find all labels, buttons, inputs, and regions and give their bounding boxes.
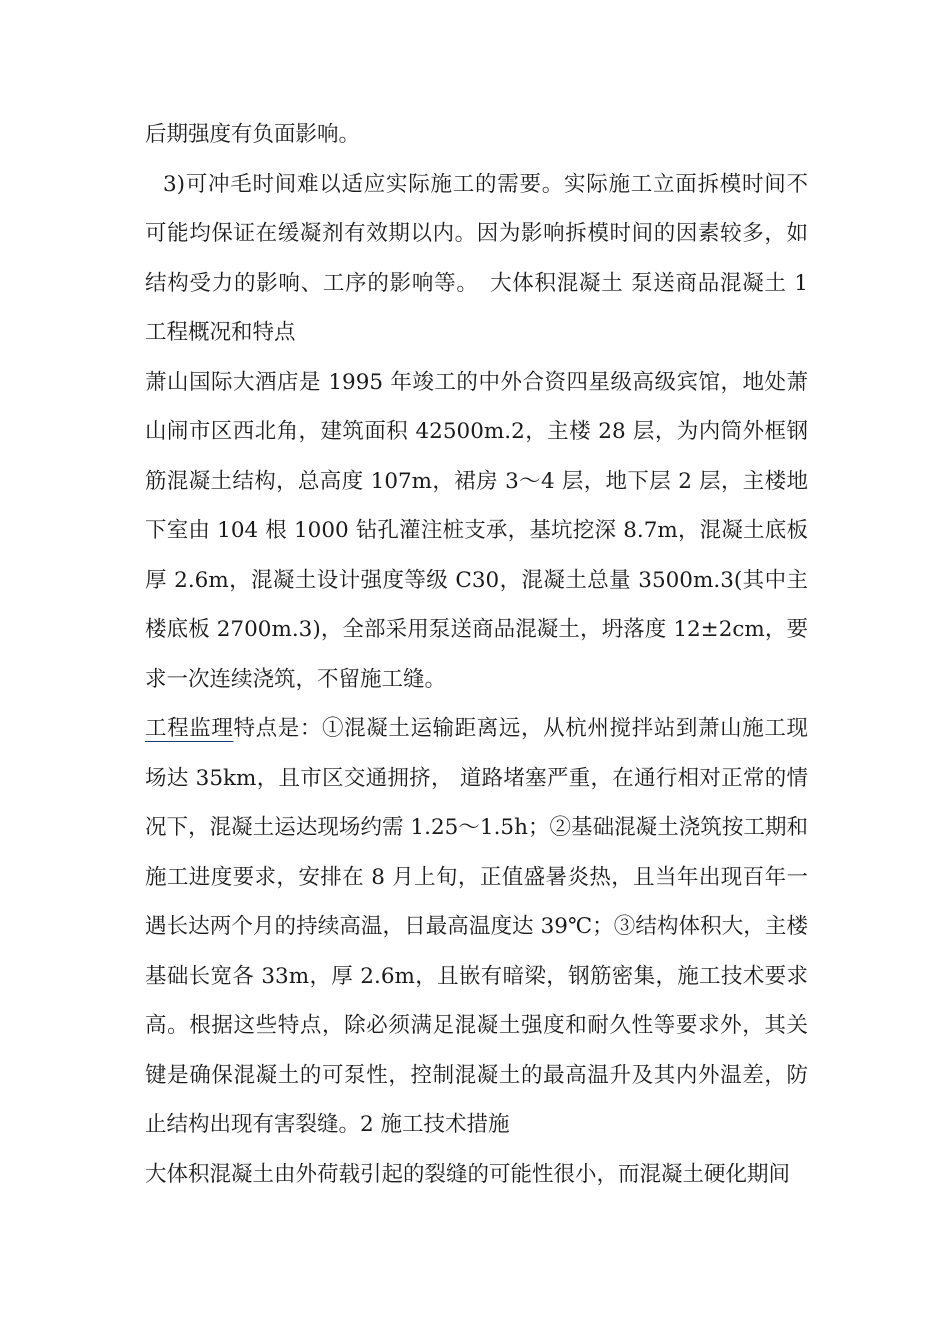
paragraph-3 bbox=[145, 358, 808, 705]
document-body bbox=[145, 110, 808, 1199]
paragraph-5-text: 大体积混凝土由外荷载引起的裂缝的可能性很小，而混凝土硬化期间 bbox=[145, 1161, 791, 1187]
paragraph-4-text: 特点是：①混凝土运输距离远，从杭州搅拌站到萧山施工现场达 35km，且市区交通拥挤， 道路堵塞严重，在通行相对正常的情况下，混凝土运达现场约需 1.25～1.5h；②基础混凝土浇筑按工期和施工进度要求，安排在 8 月上旬，正值盛暑炎热，且当年出现百年一遇长达两个月的持续高温，日最高温度达 39℃；③结构体积大，主楼基础长宽各 33m，厚 2.6m，且嵌有暗梁，钢筋密集，施工技术要求高。根据这些特点，除必须满足混凝土强度和耐久性等要求外，其关键是确保混凝土的可泵性，控制混凝土的最高温升及其内外温差，防止结构出现有害裂缝。2 施工技术措施 bbox=[145, 716, 808, 1137]
paragraph-2 bbox=[145, 160, 808, 358]
paragraph-4 bbox=[145, 704, 808, 1150]
paragraph-3-text: 萧山国际大酒店是 1995 年竣工的中外合资四星级高级宾馆，地处萧山闹市区西北角，建筑面积 42500m.2，主楼 28 层，为内筒外框钢筋混凝土结构，总高度 107m，裙房 3～4 层，地下层 2 层，主楼地下室由 104 根 1000 钻孔灌注桩支承，基坑挖深 8.7m，混凝土底板厚 2.6m，混凝土设计强度等级 C30，混凝土总量 3500m.3(其中主楼底板 2700m.3)，全部采用泵送商品混凝土，坍落度 12±2cm，要求一次连续浇筑，不留施工缝。 bbox=[145, 369, 808, 692]
paragraph-1-text: 后期强度有负面影响。 bbox=[145, 122, 361, 147]
paragraph-5 bbox=[145, 1150, 808, 1200]
engineering-supervision-link[interactable]: 工程监理 bbox=[145, 716, 234, 741]
paragraph-2-text: 3)可冲毛时间难以适应实际施工的需要。实际施工立面拆模时间不可能均保证在缓凝剂有效期以内。因为影响拆模时间的因素较多，如结构受力的影响、工序的影响等。 大体积混凝土 泵送商品混凝土 1 工程概况和特点 bbox=[145, 171, 808, 345]
paragraph-1 bbox=[145, 110, 808, 160]
